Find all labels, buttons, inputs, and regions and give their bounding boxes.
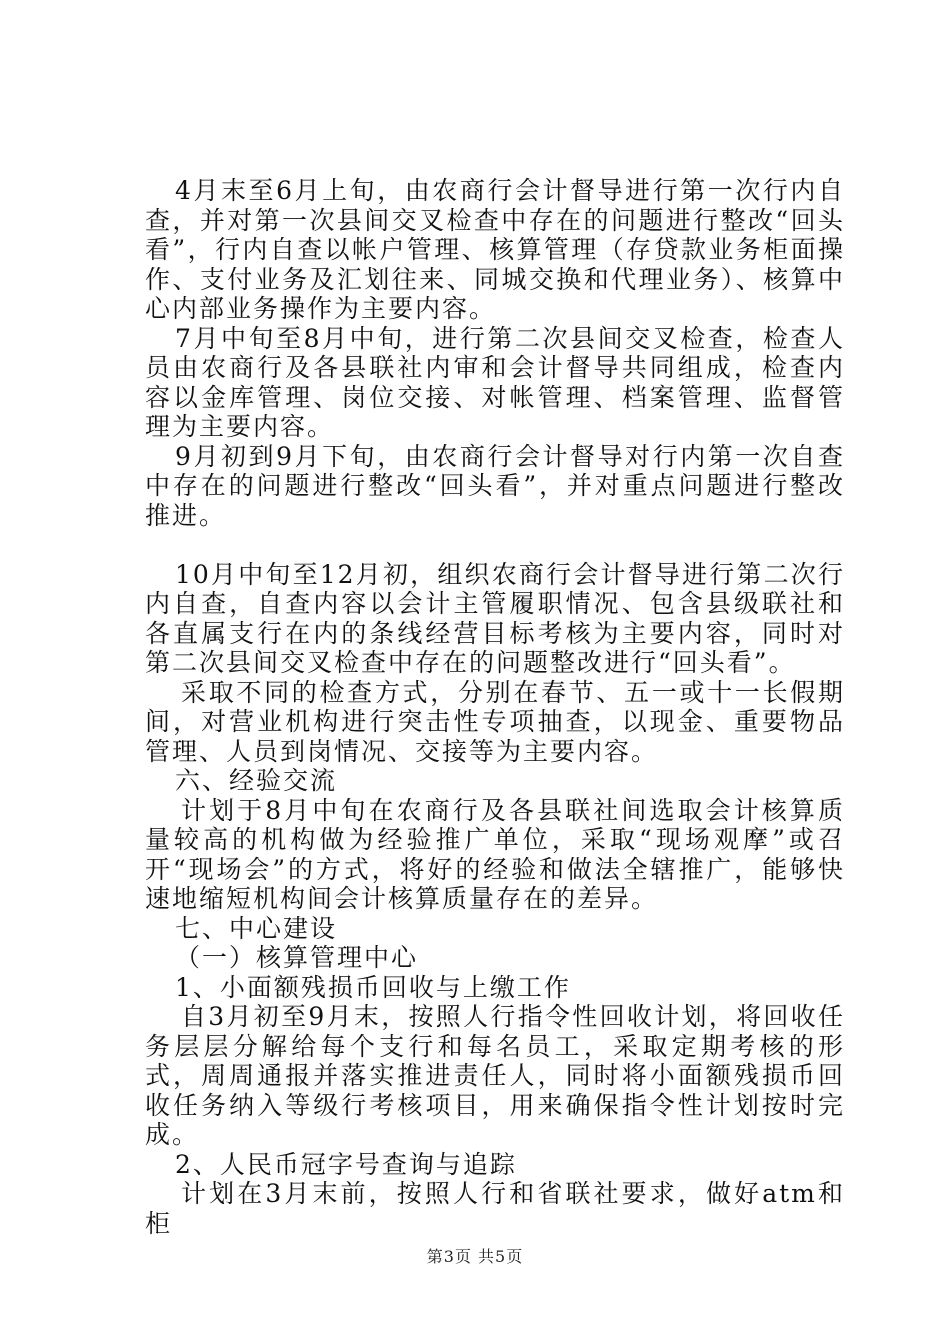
section-heading-center: 七、中心建设: [175, 913, 338, 943]
subsection-heading-accounting-center: （一）核算管理中心: [175, 943, 419, 972]
section-heading-experience: 六、经验交流: [175, 766, 338, 795]
paragraph-self-check-1: 4月末至6月上旬，由农商行会计督导进行第一次行内自查，并对第一次县间交叉检查中存在的问题进行整改“回头看”，行内自查以帐户管理、核算管理（存贷款业务柜面操作、支付业务及汇划往来、同城交换和代理业务）、核算中心内部业务操作为主要内容。: [145, 176, 845, 323]
item-heading-serial-number: 2、人民币冠字号查询与追踪: [175, 1149, 517, 1179]
paragraph-self-check-2: 10月中旬至12月初，组织农商行会计督导进行第二次行内自查，自查内容以会计主管履职情况、包含县级联社和各直属支行在内的条线经营目标考核为主要内容，同时对第二次县间交叉检查中存在的问题整改进行“回头看”。: [145, 559, 845, 677]
paragraph-cross-check-2: 7月中旬至8月中旬，进行第二次县间交叉检查，检查人员由农商行及各县联社内审和会计督导共同组成，检查内容以金库管理、岗位交接、对帐管理、档案管理、监督管理为主要内容。: [145, 323, 845, 441]
paragraph-experience: 计划于8月中旬在农商行及各县联社间选取会计核算质量较高的机构做为经验推广单位，采取“现场观摩”或召开“现场会”的方式，将好的经验和做法全辖推广，能够快速地缩短机构间会计核算质量存在的差异。: [145, 795, 845, 913]
paragraph-spot-check: 采取不同的检查方式，分别在春节、五一或十一长假期间，对营业机构进行突击性专项抽查，以现金、重要物品管理、人员到岗情况、交接等为主要内容。: [145, 677, 845, 766]
document-body: [145, 176, 845, 1238]
paragraph-review-september: 9月初到9月下旬，由农商行会计督导对行内第一次自查中存在的问题进行整改“回头看”，并对重点问题进行整改推进。: [145, 441, 845, 530]
page-footer: 第3页 共5页: [426, 1247, 524, 1266]
paragraph-damaged-currency: 自3月初至9月末，按照人行指令性回收计划，将回收任务层层分解给每个支行和每名员工，采取定期考核的形式，周周通报并落实推进责任人，同时将小面额残损币回收任务纳入等级行考核项目，用来确保指令性计划按时完成。: [145, 1002, 845, 1149]
paragraph-serial-number: 计划在3月末前，按照人行和省联社要求，做好atm和柜: [145, 1179, 845, 1238]
blank-line: [145, 530, 845, 560]
item-heading-damaged-currency: 1、小面额残损币回收与上缴工作: [175, 972, 571, 1002]
